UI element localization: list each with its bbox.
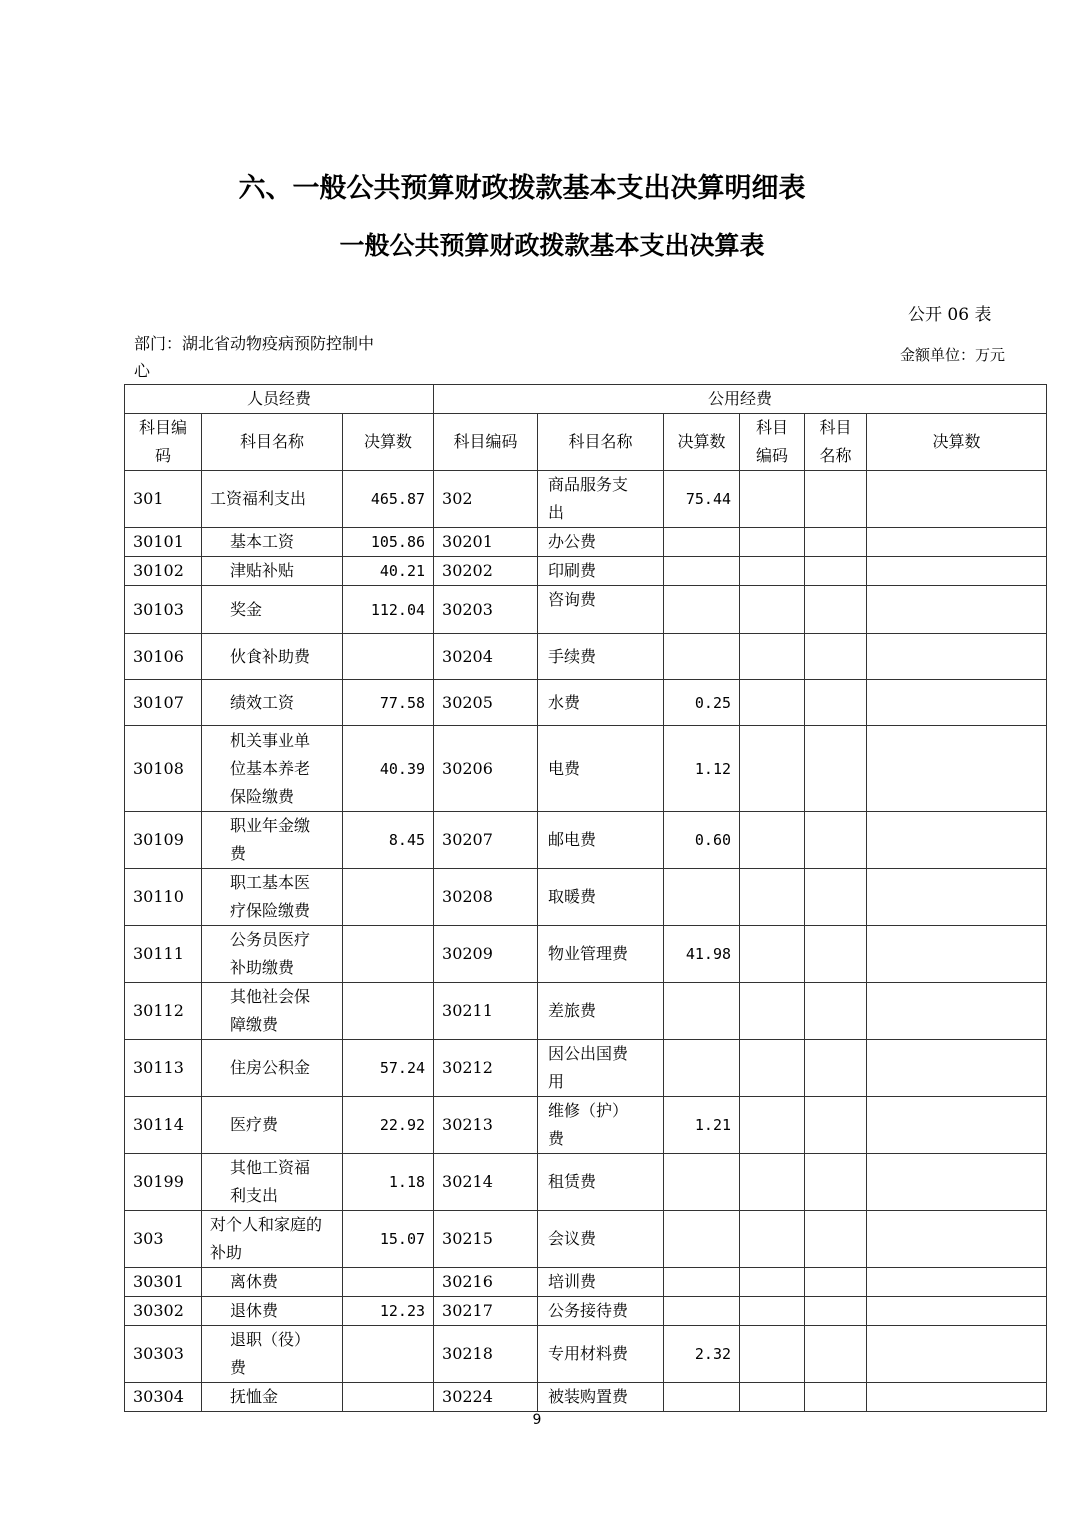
row-code: 30102 xyxy=(125,557,202,586)
row-empty-name xyxy=(805,726,867,812)
row-public-code: 30204 xyxy=(434,634,538,680)
row-name: 机关事业单位基本养老保险缴费 xyxy=(202,726,343,812)
row-code: 30304 xyxy=(125,1383,202,1412)
row-public-code: 30212 xyxy=(434,1040,538,1097)
row-public-name: 差旅费 xyxy=(538,983,664,1040)
row-public-code: 30206 xyxy=(434,726,538,812)
col-header-amount: 决算数 xyxy=(343,414,434,471)
row-amount: 8.45 xyxy=(343,812,434,869)
row-public-name: 物业管理费 xyxy=(538,926,664,983)
row-public-name: 印刷费 xyxy=(538,557,664,586)
row-code: 30108 xyxy=(125,726,202,812)
row-empty-code xyxy=(740,812,805,869)
row-public-code: 30207 xyxy=(434,812,538,869)
row-name: 退职（役）费 xyxy=(202,1326,343,1383)
row-empty-name xyxy=(805,528,867,557)
row-name: 伙食补助费 xyxy=(202,634,343,680)
row-public-name: 办公费 xyxy=(538,528,664,557)
row-public-amount xyxy=(664,528,740,557)
row-empty-amount xyxy=(867,1211,1047,1268)
row-public-name: 因公出国费用 xyxy=(538,1040,664,1097)
row-amount: 112.04 xyxy=(343,586,434,634)
row-public-name: 邮电费 xyxy=(538,812,664,869)
row-public-name: 维修（护）费 xyxy=(538,1097,664,1154)
row-amount xyxy=(343,1268,434,1297)
row-empty-code xyxy=(740,869,805,926)
row-empty-name xyxy=(805,471,867,528)
row-public-amount xyxy=(664,1040,740,1097)
row-empty-name xyxy=(805,1326,867,1383)
table-row xyxy=(125,528,1047,557)
row-code: 30109 xyxy=(125,812,202,869)
document-title: 六、一般公共预算财政拨款基本支出决算明细表 xyxy=(238,173,806,204)
row-empty-amount xyxy=(867,1040,1047,1097)
row-empty-name xyxy=(805,634,867,680)
row-public-code: 30215 xyxy=(434,1211,538,1268)
row-empty-code xyxy=(740,634,805,680)
group-header-personnel: 人员经费 xyxy=(125,385,434,414)
row-empty-name xyxy=(805,1383,867,1412)
row-public-code: 30224 xyxy=(434,1383,538,1412)
col-header-name: 科目名称 xyxy=(202,414,343,471)
row-code: 30301 xyxy=(125,1268,202,1297)
table-row xyxy=(125,1040,1047,1097)
row-public-amount: 0.60 xyxy=(664,812,740,869)
table-row xyxy=(125,557,1047,586)
row-public-name: 租赁费 xyxy=(538,1154,664,1211)
row-public-name: 会议费 xyxy=(538,1211,664,1268)
row-public-code: 302 xyxy=(434,471,538,528)
table-row xyxy=(125,1268,1047,1297)
row-public-name: 电费 xyxy=(538,726,664,812)
row-empty-name xyxy=(805,1154,867,1211)
row-name: 津贴补贴 xyxy=(202,557,343,586)
row-public-amount: 1.12 xyxy=(664,726,740,812)
row-code: 30199 xyxy=(125,1154,202,1211)
row-amount: 22.92 xyxy=(343,1097,434,1154)
row-code: 30110 xyxy=(125,869,202,926)
row-empty-name xyxy=(805,1097,867,1154)
table-title: 一般公共预算财政拨款基本支出决算表 xyxy=(339,231,765,260)
row-amount: 40.21 xyxy=(343,557,434,586)
row-name: 医疗费 xyxy=(202,1097,343,1154)
row-empty-name xyxy=(805,557,867,586)
row-code: 30107 xyxy=(125,680,202,726)
row-empty-code xyxy=(740,983,805,1040)
row-amount: 465.87 xyxy=(343,471,434,528)
row-name: 住房公积金 xyxy=(202,1040,343,1097)
department-label: 部门：湖北省动物疫病预防控制中心 xyxy=(134,334,375,380)
row-public-name: 手续费 xyxy=(538,634,664,680)
page-number: 9 xyxy=(532,1412,542,1428)
row-public-amount: 75.44 xyxy=(664,471,740,528)
table-row xyxy=(125,634,1047,680)
row-name: 对个人和家庭的补助 xyxy=(202,1211,343,1268)
table-row xyxy=(125,812,1047,869)
row-name: 其他工资福利支出 xyxy=(202,1154,343,1211)
row-amount: 105.86 xyxy=(343,528,434,557)
row-name: 退休费 xyxy=(202,1297,343,1326)
col-header-name2: 科目名称 xyxy=(538,414,664,471)
row-public-amount: 0.25 xyxy=(664,680,740,726)
row-empty-code xyxy=(740,528,805,557)
row-public-code: 30202 xyxy=(434,557,538,586)
table-row xyxy=(125,1097,1047,1154)
row-code: 30111 xyxy=(125,926,202,983)
table-row xyxy=(125,471,1047,528)
row-code: 30112 xyxy=(125,983,202,1040)
row-empty-code xyxy=(740,680,805,726)
row-public-amount xyxy=(664,586,740,634)
unit-label: 金额单位：万元 xyxy=(900,346,1006,364)
row-name: 公务员医疗补助缴费 xyxy=(202,926,343,983)
row-empty-amount xyxy=(867,1326,1047,1383)
row-amount: 57.24 xyxy=(343,1040,434,1097)
row-code: 303 xyxy=(125,1211,202,1268)
row-public-code: 30209 xyxy=(434,926,538,983)
col-header-code: 科目编码 xyxy=(125,414,202,471)
row-empty-amount xyxy=(867,1297,1047,1326)
row-empty-amount xyxy=(867,869,1047,926)
row-empty-code xyxy=(740,586,805,634)
row-name: 职工基本医疗保险缴费 xyxy=(202,869,343,926)
row-public-amount xyxy=(664,1268,740,1297)
row-empty-amount xyxy=(867,1383,1047,1412)
table-row xyxy=(125,726,1047,812)
row-code: 301 xyxy=(125,471,202,528)
row-public-amount: 2.32 xyxy=(664,1326,740,1383)
row-amount xyxy=(343,869,434,926)
row-empty-amount xyxy=(867,680,1047,726)
table-row xyxy=(125,1297,1047,1326)
row-name: 其他社会保障缴费 xyxy=(202,983,343,1040)
row-empty-amount xyxy=(867,634,1047,680)
col-header-amount3: 决算数 xyxy=(867,414,1047,471)
row-public-amount xyxy=(664,1383,740,1412)
col-header-code3: 科目编码 xyxy=(740,414,805,471)
row-public-amount xyxy=(664,634,740,680)
row-code: 30101 xyxy=(125,528,202,557)
row-amount: 15.07 xyxy=(343,1211,434,1268)
row-empty-name xyxy=(805,812,867,869)
row-public-name: 被装购置费 xyxy=(538,1383,664,1412)
row-empty-code xyxy=(740,471,805,528)
form-number: 公开 06 表 xyxy=(908,305,992,325)
table-row xyxy=(125,586,1047,634)
row-public-amount xyxy=(664,1154,740,1211)
table-row xyxy=(125,926,1047,983)
row-empty-amount xyxy=(867,471,1047,528)
row-empty-name xyxy=(805,983,867,1040)
row-amount: 40.39 xyxy=(343,726,434,812)
row-empty-code xyxy=(740,1383,805,1412)
row-empty-name xyxy=(805,1040,867,1097)
row-public-name: 取暖费 xyxy=(538,869,664,926)
row-empty-amount xyxy=(867,586,1047,634)
row-empty-code xyxy=(740,926,805,983)
row-name: 绩效工资 xyxy=(202,680,343,726)
row-amount xyxy=(343,1383,434,1412)
row-public-code: 30201 xyxy=(434,528,538,557)
row-public-code: 30211 xyxy=(434,983,538,1040)
row-empty-code xyxy=(740,1326,805,1383)
row-amount xyxy=(343,983,434,1040)
row-name: 工资福利支出 xyxy=(202,471,343,528)
row-empty-code xyxy=(740,1268,805,1297)
table-row xyxy=(125,1383,1047,1412)
row-empty-code xyxy=(740,1040,805,1097)
table-row xyxy=(125,1211,1047,1268)
row-public-amount xyxy=(664,1211,740,1268)
table-row xyxy=(125,680,1047,726)
row-amount: 77.58 xyxy=(343,680,434,726)
row-public-code: 30205 xyxy=(434,680,538,726)
row-public-name: 专用材料费 xyxy=(538,1326,664,1383)
expenditure-table xyxy=(124,384,1047,1412)
row-public-code: 30216 xyxy=(434,1268,538,1297)
row-empty-code xyxy=(740,1297,805,1326)
row-public-amount xyxy=(664,983,740,1040)
row-empty-name xyxy=(805,869,867,926)
row-empty-amount xyxy=(867,1097,1047,1154)
col-header-name3: 科目名称 xyxy=(805,414,867,471)
row-public-code: 30218 xyxy=(434,1326,538,1383)
row-empty-code xyxy=(740,1097,805,1154)
row-code: 30302 xyxy=(125,1297,202,1326)
row-empty-amount xyxy=(867,726,1047,812)
row-empty-name xyxy=(805,586,867,634)
row-public-amount xyxy=(664,557,740,586)
row-empty-amount xyxy=(867,812,1047,869)
row-empty-amount xyxy=(867,1268,1047,1297)
table-row xyxy=(125,1326,1047,1383)
col-header-amount2: 决算数 xyxy=(664,414,740,471)
row-name: 职业年金缴费 xyxy=(202,812,343,869)
row-amount: 12.23 xyxy=(343,1297,434,1326)
row-empty-amount xyxy=(867,557,1047,586)
row-public-code: 30208 xyxy=(434,869,538,926)
row-public-code: 30213 xyxy=(434,1097,538,1154)
row-code: 30106 xyxy=(125,634,202,680)
row-amount xyxy=(343,1326,434,1383)
row-empty-amount xyxy=(867,983,1047,1040)
row-code: 30113 xyxy=(125,1040,202,1097)
row-empty-amount xyxy=(867,528,1047,557)
row-name: 离休费 xyxy=(202,1268,343,1297)
row-name: 奖金 xyxy=(202,586,343,634)
row-empty-name xyxy=(805,926,867,983)
row-public-name: 水费 xyxy=(538,680,664,726)
col-header-code2: 科目编码 xyxy=(434,414,538,471)
row-empty-code xyxy=(740,726,805,812)
row-public-name: 商品服务支出 xyxy=(538,471,664,528)
table-row xyxy=(125,1154,1047,1211)
row-empty-name xyxy=(805,1211,867,1268)
group-header-public: 公用经费 xyxy=(434,385,1047,414)
row-public-name: 培训费 xyxy=(538,1268,664,1297)
row-public-amount: 1.21 xyxy=(664,1097,740,1154)
row-public-amount xyxy=(664,1297,740,1326)
row-public-amount: 41.98 xyxy=(664,926,740,983)
row-empty-name xyxy=(805,1297,867,1326)
row-public-name: 咨询费 xyxy=(538,586,664,634)
row-public-amount xyxy=(664,869,740,926)
row-empty-code xyxy=(740,1211,805,1268)
row-empty-amount xyxy=(867,1154,1047,1211)
row-public-code: 30217 xyxy=(434,1297,538,1326)
row-public-name: 公务接待费 xyxy=(538,1297,664,1326)
row-empty-name xyxy=(805,1268,867,1297)
row-public-code: 30203 xyxy=(434,586,538,634)
row-empty-amount xyxy=(867,926,1047,983)
row-public-code: 30214 xyxy=(434,1154,538,1211)
row-amount: 1.18 xyxy=(343,1154,434,1211)
row-code: 30303 xyxy=(125,1326,202,1383)
row-name: 基本工资 xyxy=(202,528,343,557)
row-name: 抚恤金 xyxy=(202,1383,343,1412)
row-code: 30103 xyxy=(125,586,202,634)
row-amount xyxy=(343,926,434,983)
table-row xyxy=(125,869,1047,926)
row-empty-code xyxy=(740,557,805,586)
row-empty-name xyxy=(805,680,867,726)
table-row xyxy=(125,983,1047,1040)
row-code: 30114 xyxy=(125,1097,202,1154)
row-amount xyxy=(343,634,434,680)
row-empty-code xyxy=(740,1154,805,1211)
